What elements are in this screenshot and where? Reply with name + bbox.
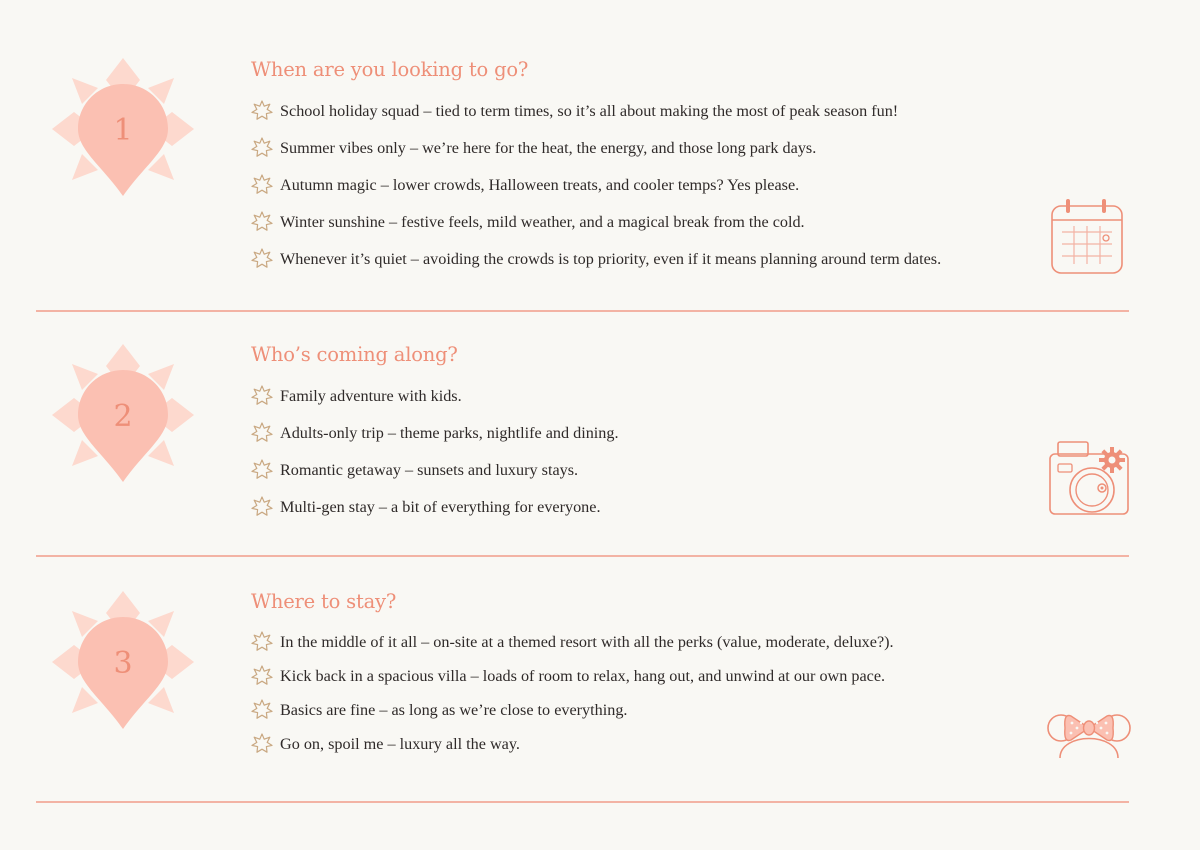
option-item[interactable]: [251, 733, 520, 755]
section-divider: [36, 310, 1129, 312]
option-item[interactable]: [251, 459, 578, 481]
star-outline-icon: [251, 665, 273, 687]
option-label: Kick back in a spacious villa – loads of room to relax, hang out, and unwind at our own pace.: [280, 666, 886, 685]
mouse-ears-headband-icon: [1046, 706, 1132, 762]
star-outline-icon: [251, 137, 273, 159]
option-label: Multi-gen stay – a bit of everything for everyone.: [280, 497, 601, 516]
option-item[interactable]: [251, 631, 894, 653]
option-label: Whenever it’s quiet – avoiding the crowds is top priority, even if it means planning around term dates.: [280, 249, 942, 268]
star-outline-icon: [251, 422, 273, 444]
option-item[interactable]: [251, 137, 816, 159]
option-item[interactable]: [251, 248, 941, 270]
step-number: 1: [113, 113, 133, 148]
star-outline-icon: [251, 699, 273, 721]
option-label: Romantic getaway – sunsets and luxury stays.: [280, 460, 579, 479]
step-number: 3: [113, 646, 133, 681]
option-label: Go on, spoil me – luxury all the way.: [280, 734, 520, 753]
star-outline-icon: [251, 385, 273, 407]
option-label: Autumn magic – lower crowds, Halloween treats, and cooler temps? Yes please.: [280, 175, 800, 194]
option-label: Summer vibes only – we’re here for the heat, the energy, and those long park days.: [280, 138, 817, 157]
question-heading: Where to stay?: [251, 590, 397, 613]
question-heading: Who’s coming along?: [251, 343, 458, 366]
option-label: In the middle of it all – on-site at a themed resort with all the perks (value, moderate, deluxe?).: [280, 632, 894, 651]
step-badge: [52, 591, 194, 733]
star-outline-icon: [251, 459, 273, 481]
sun-badge-icon: [52, 344, 194, 486]
option-item[interactable]: [251, 422, 619, 444]
step-badge: [52, 344, 194, 486]
camera-icon: [1048, 440, 1132, 518]
step-badge: [52, 58, 194, 200]
star-outline-icon: [251, 211, 273, 233]
question-heading: When are you looking to go?: [251, 58, 529, 81]
star-outline-icon: [251, 496, 273, 518]
option-item[interactable]: [251, 174, 799, 196]
star-outline-icon: [251, 174, 273, 196]
sun-badge-icon: [52, 58, 194, 200]
star-outline-icon: [251, 100, 273, 122]
calendar-icon: [1050, 198, 1124, 276]
section-divider: [36, 801, 1129, 803]
option-label: Adults-only trip – theme parks, nightlife and dining.: [280, 423, 619, 442]
star-outline-icon: [251, 733, 273, 755]
star-outline-icon: [251, 631, 273, 653]
option-item[interactable]: [251, 699, 627, 721]
step-number: 2: [113, 399, 133, 434]
option-item[interactable]: [251, 665, 885, 687]
section-divider: [36, 555, 1129, 557]
question-block: [251, 590, 894, 753]
question-block: [251, 343, 619, 516]
option-label: Winter sunshine – festive feels, mild weather, and a magical break from the cold.: [280, 212, 805, 231]
option-item[interactable]: [251, 100, 898, 122]
option-label: Basics are fine – as long as we’re close to everything.: [280, 700, 628, 719]
option-item[interactable]: [251, 385, 462, 407]
question-block: [251, 58, 942, 268]
option-label: School holiday squad – tied to term times, so it’s all about making the most of peak season fun!: [280, 101, 899, 120]
option-label: Family adventure with kids.: [280, 386, 462, 405]
sun-badge-icon: [52, 591, 194, 733]
option-item[interactable]: [251, 211, 805, 233]
star-outline-icon: [251, 248, 273, 270]
option-item[interactable]: [251, 496, 601, 518]
